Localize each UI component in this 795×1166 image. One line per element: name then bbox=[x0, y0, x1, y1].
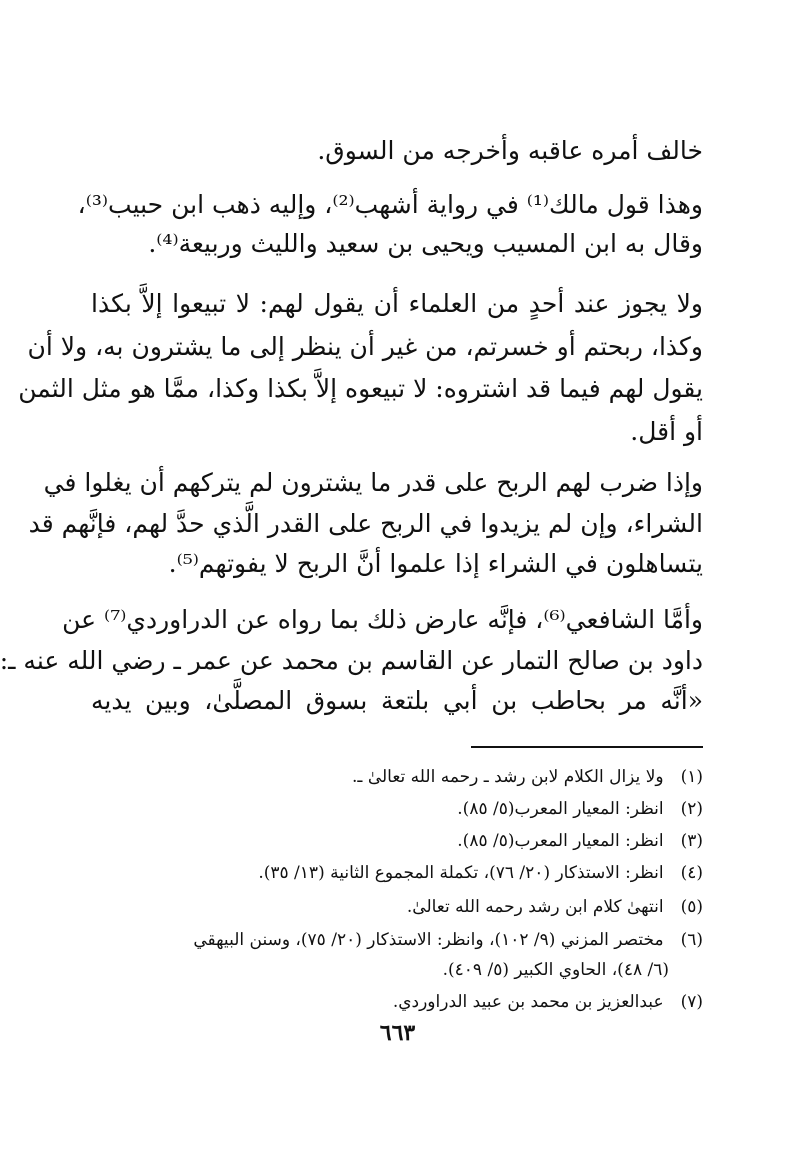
footnote-2 bbox=[91, 797, 703, 821]
body-line: خالف أمره عاقبه وأخرجه من السوق. bbox=[317, 136, 703, 165]
footnote-number: (٦) bbox=[680, 930, 703, 950]
footnote-text: انظر: المعيار المعرب(٥/ ٨٥). bbox=[457, 831, 664, 851]
page-number: ٦٦٣ bbox=[379, 1020, 416, 1046]
footnote-3 bbox=[91, 829, 703, 853]
body-line: يتساهلون في الشراء إذا علموا أنَّ الربح لا يفوتهم⁽⁵⁾. bbox=[168, 549, 703, 578]
footnote-7 bbox=[91, 990, 703, 1014]
footnote-separator bbox=[471, 746, 703, 748]
footnote-5 bbox=[91, 895, 703, 919]
body-line: وإذا ضرب لهم الربح على قدر ما يشترون لم يتركهم أن يغلوا في bbox=[43, 468, 703, 497]
footnote-number: (٥) bbox=[680, 897, 703, 917]
body-line: الشراء، وإن لم يزيدوا في الربح على القدر الَّذي حدَّ لهم، فإنَّهم قد bbox=[28, 509, 703, 538]
footnote-text: انظر: الاستذكار (٢٠/ ٧٦)، تكملة المجموع الثانية (١٣/ ٣٥). bbox=[258, 863, 664, 883]
footnote-text: ولا يزال الكلام لابن رشد ـ رحمه الله تعالىٰ ـ. bbox=[352, 767, 664, 787]
footnote-1 bbox=[91, 765, 703, 789]
footnote-text: انظر: المعيار المعرب(٥/ ٨٥). bbox=[457, 799, 664, 819]
body-line: أو أقل. bbox=[630, 417, 703, 446]
body-line: وقال به ابن المسيب ويحيى بن سعيد والليث وربيعة⁽⁴⁾. bbox=[148, 229, 703, 258]
footnote-number: (٢) bbox=[680, 799, 703, 819]
footnote-number: (٣) bbox=[680, 831, 703, 851]
footnote-text: انتهىٰ كلام ابن رشد رحمه الله تعالىٰ. bbox=[406, 897, 664, 917]
footnote-text: عبدالعزيز بن محمد بن عبيد الدراوردي. bbox=[392, 992, 664, 1012]
body-line: وهذا قول مالك⁽¹⁾ في رواية أشهب⁽²⁾، وإليه ذهب ابن حبيب⁽³⁾، bbox=[77, 190, 703, 219]
footnote-6 bbox=[91, 928, 703, 952]
footnote-number: (٧) bbox=[680, 992, 703, 1012]
body-line: داود بن صالح التمار عن القاسم بن محمد عن عمر ـ رضي الله عنه ـ: bbox=[0, 646, 703, 675]
footnote-4 bbox=[91, 861, 703, 885]
body-line: وأمَّا الشافعي⁽⁶⁾، فإنَّه عارض ذلك بما رواه عن الدراوردي⁽⁷⁾ عن bbox=[62, 605, 703, 634]
footnote-6-continuation: (٦/ ٤٨)، الحاوي الكبير (٥/ ٤٠٩). bbox=[442, 960, 669, 980]
footnote-text: مختصر المزني (٩/ ١٠٢)، وانظر: الاستذكار (٢٠/ ٧٥)، وسنن البيهقي bbox=[193, 930, 664, 950]
body-line: «أنَّه مر بحاطب بن أبي بلتعة بسوق المصلَّىٰ، وبين يديه bbox=[91, 686, 703, 715]
body-line: وكذا، ربحتم أو خسرتم، من غير أن ينظر إلى ما يشترون به، ولا أن bbox=[27, 332, 703, 361]
footnote-number: (١) bbox=[680, 767, 703, 787]
body-line: يقول لهم فيما قد اشتروه: لا تبيعوه إلاَّ بكذا وكذا، ممَّا هو مثل الثمن bbox=[18, 374, 703, 403]
body-line: ولا يجوز عند أحدٍ من العلماء أن يقول لهم: لا تبيعوا إلاَّ بكذا bbox=[91, 289, 703, 318]
footnote-number: (٤) bbox=[680, 863, 703, 883]
